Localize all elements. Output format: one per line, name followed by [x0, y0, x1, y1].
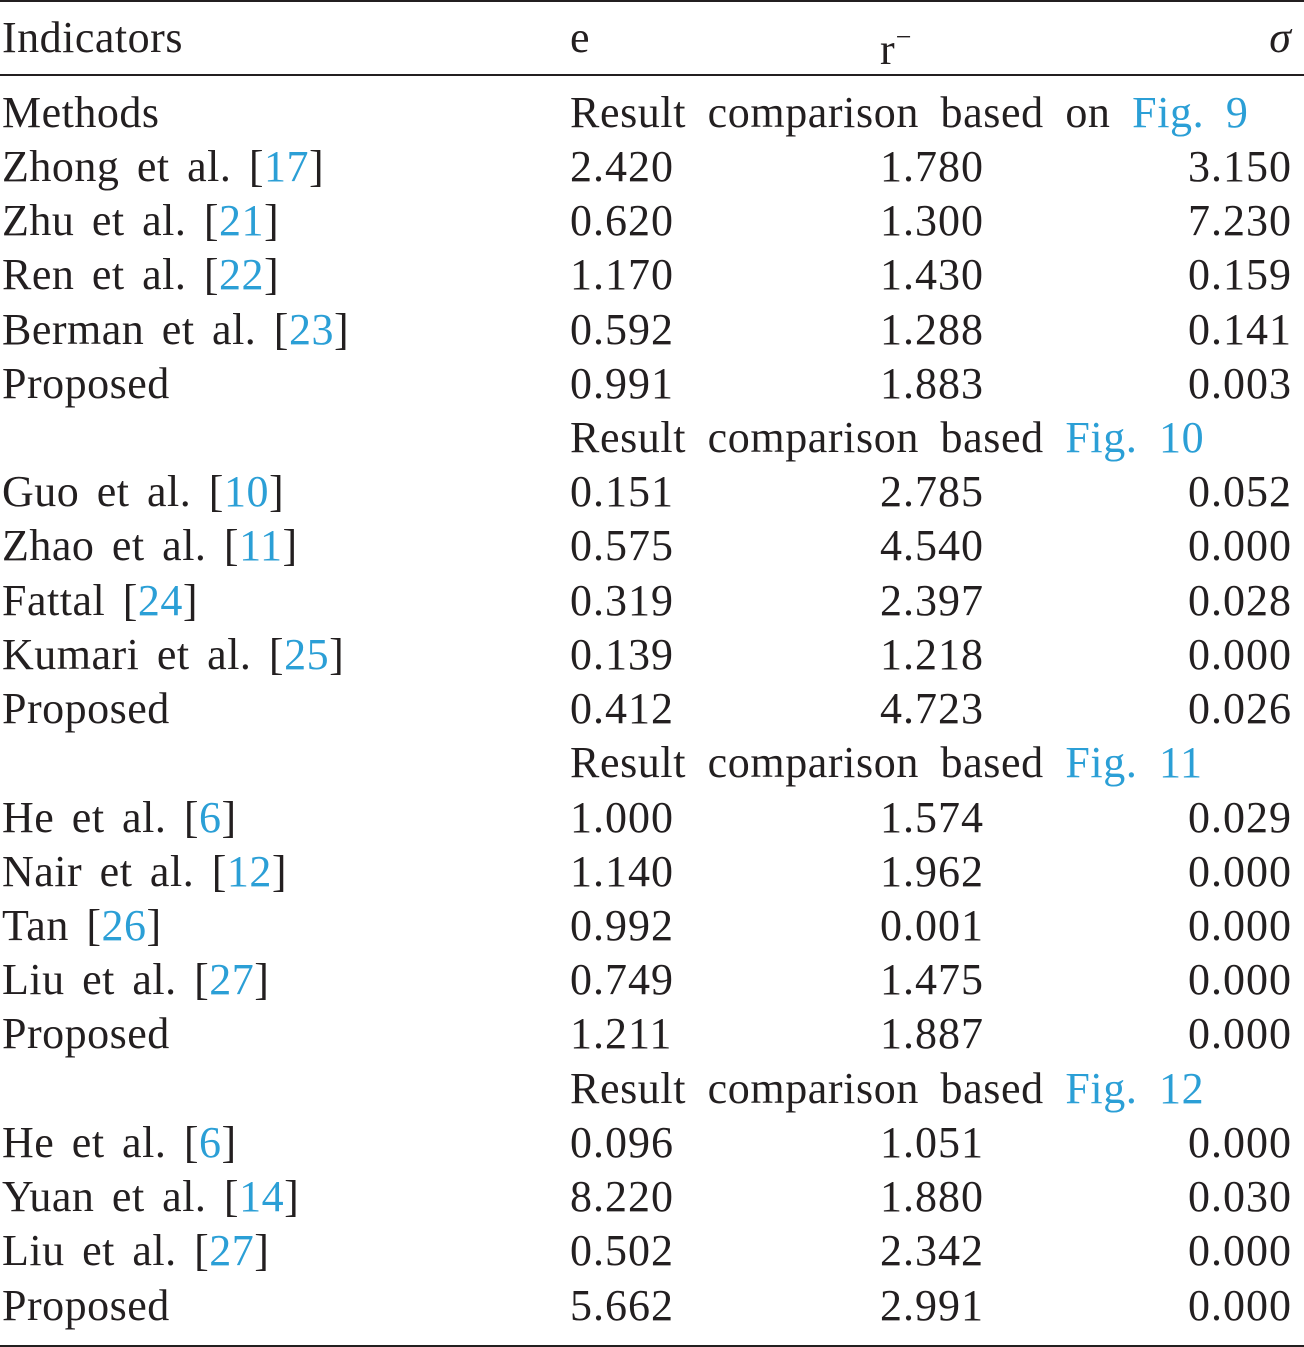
value-e: 0.412 — [570, 684, 674, 733]
method-name — [2, 465, 284, 519]
citation-close: ] — [271, 847, 287, 896]
value-r: 1.430 — [880, 250, 984, 299]
table-row — [0, 899, 1304, 953]
citation-link[interactable]: 27 — [209, 1226, 255, 1275]
value-r: 2.991 — [880, 1281, 984, 1330]
value-r: 2.342 — [880, 1226, 984, 1275]
method-name — [2, 628, 344, 682]
value-sigma: 7.230 — [1188, 196, 1292, 245]
value-r: 1.883 — [880, 359, 984, 408]
citation-close: ] — [268, 467, 285, 516]
table-row — [0, 682, 1304, 736]
value-r: 1.574 — [880, 793, 984, 842]
method-name — [2, 1170, 299, 1224]
value-r: 1.475 — [880, 955, 984, 1004]
method-name — [2, 357, 170, 411]
value-sigma: 0.000 — [1188, 630, 1292, 679]
value-e: 0.502 — [570, 1226, 674, 1275]
fig-link[interactable]: Fig. 10 — [1065, 413, 1205, 462]
method-name — [2, 1007, 170, 1061]
header-rule — [0, 74, 1304, 76]
method-name — [2, 791, 237, 845]
value-e: 0.620 — [570, 196, 674, 245]
value-sigma: 0.000 — [1188, 1281, 1292, 1330]
method-text: Yuan et al. [ — [2, 1172, 240, 1221]
value-sigma: 0.029 — [1188, 793, 1292, 842]
method-name — [2, 1224, 269, 1278]
value-sigma: 3.150 — [1188, 142, 1292, 191]
method-text: Zhu et al. [ — [2, 196, 220, 245]
top-rule — [0, 0, 1304, 2]
table-row — [0, 1224, 1304, 1278]
header-indicators: Indicators — [2, 13, 183, 62]
value-sigma: 0.000 — [1188, 847, 1292, 896]
header-r-sup: − — [895, 22, 913, 53]
group-label-row — [0, 1062, 1304, 1116]
citation-link[interactable]: 6 — [198, 1118, 222, 1167]
value-sigma: 0.000 — [1188, 901, 1292, 950]
table-row — [0, 953, 1304, 1007]
group-label — [570, 411, 1204, 465]
method-text: Proposed — [2, 1281, 170, 1330]
method-name — [2, 845, 287, 899]
method-text: Tan [ — [2, 901, 102, 950]
header-r — [880, 11, 912, 77]
table-row — [0, 140, 1304, 194]
citation-close: ] — [221, 793, 237, 842]
value-r: 1.780 — [880, 142, 984, 191]
value-e: 0.151 — [570, 467, 674, 516]
value-e: 1.000 — [570, 793, 674, 842]
value-e: 0.575 — [570, 521, 674, 570]
value-e: 0.992 — [570, 901, 674, 950]
method-text: He et al. [ — [2, 793, 199, 842]
table-row — [0, 1116, 1304, 1170]
citation-close: ] — [182, 576, 199, 625]
value-sigma: 0.000 — [1188, 1009, 1292, 1058]
citation-close: ] — [264, 250, 280, 299]
table-row — [0, 845, 1304, 899]
citation-close: ] — [264, 196, 280, 245]
value-r: 1.218 — [880, 630, 984, 679]
method-text: Kumari et al. [ — [2, 630, 285, 679]
value-sigma: 0.003 — [1188, 359, 1292, 408]
group-label-prefix: Result comparison based — [570, 1064, 1044, 1113]
value-e: 0.991 — [570, 359, 674, 408]
method-name — [2, 1279, 170, 1333]
table-row — [0, 1279, 1304, 1333]
header-r-base: r — [880, 25, 896, 74]
method-text: Zhao et al. [ — [2, 521, 240, 570]
value-r: 1.880 — [880, 1172, 984, 1221]
value-e: 0.592 — [570, 305, 674, 354]
method-text: Zhong et al. [ — [2, 142, 265, 191]
header-e: e — [570, 13, 591, 62]
method-text: Proposed — [2, 359, 170, 408]
method-text: Proposed — [2, 684, 170, 733]
table-row — [0, 303, 1304, 357]
method-text: He et al. [ — [2, 1118, 199, 1167]
table-row — [0, 194, 1304, 248]
table-row — [0, 248, 1304, 302]
value-sigma: 0.000 — [1188, 955, 1292, 1004]
table-row — [0, 574, 1304, 628]
value-r: 4.723 — [880, 684, 984, 733]
group-label-prefix: Result comparison based on — [570, 88, 1111, 137]
citation-link[interactable]: 26 — [101, 901, 147, 950]
value-r: 1.962 — [880, 847, 984, 896]
value-r: 4.540 — [880, 521, 984, 570]
citation-close: ] — [329, 630, 345, 679]
methods-label: Methods — [2, 88, 160, 137]
method-name — [2, 574, 198, 628]
header-sigma: σ — [1269, 13, 1292, 62]
value-sigma: 0.030 — [1188, 1172, 1292, 1221]
citation-close: ] — [254, 955, 270, 1004]
value-e: 1.140 — [570, 847, 674, 896]
citation-link[interactable]: 27 — [209, 955, 255, 1004]
method-name — [2, 194, 279, 248]
method-name — [2, 140, 324, 194]
value-r: 0.001 — [880, 901, 984, 950]
citation-close: ] — [221, 1118, 237, 1167]
citation-link[interactable]: 17 — [264, 142, 310, 191]
group-label — [570, 736, 1203, 790]
value-r: 2.397 — [880, 576, 984, 625]
value-e: 1.211 — [570, 1009, 673, 1058]
value-e: 0.319 — [570, 576, 674, 625]
citation-link[interactable]: 25 — [284, 630, 330, 679]
citation-close: ] — [146, 901, 162, 950]
value-sigma: 0.028 — [1188, 576, 1292, 625]
value-e: 5.662 — [570, 1281, 674, 1330]
value-sigma: 0.000 — [1188, 1118, 1292, 1167]
group-label — [570, 86, 1248, 140]
value-e: 1.170 — [570, 250, 674, 299]
value-e: 8.220 — [570, 1172, 674, 1221]
method-name — [2, 953, 269, 1007]
value-e: 2.420 — [570, 142, 674, 191]
citation-link[interactable]: 6 — [198, 793, 222, 842]
value-sigma: 0.052 — [1188, 467, 1292, 516]
value-sigma: 0.026 — [1188, 684, 1292, 733]
table-row — [0, 357, 1304, 411]
citation-close: ] — [309, 142, 325, 191]
header-row — [0, 11, 1304, 74]
citation-link[interactable]: 10 — [223, 467, 269, 516]
fig-link[interactable]: Fig. 11 — [1065, 738, 1203, 787]
table-row — [0, 1170, 1304, 1224]
table-row — [0, 465, 1304, 519]
method-text: Liu et al. [ — [2, 1226, 210, 1275]
citation-link[interactable]: 21 — [219, 196, 265, 245]
value-r: 1.887 — [880, 1009, 984, 1058]
method-name — [2, 303, 349, 357]
method-text: Berman et al. [ — [2, 305, 289, 354]
method-text: Proposed — [2, 1009, 170, 1058]
citation-close: ] — [284, 1172, 300, 1221]
value-e: 0.096 — [570, 1118, 674, 1167]
fig-link[interactable]: Fig. 9 — [1132, 88, 1249, 137]
value-r: 1.051 — [880, 1118, 984, 1167]
citation-close: ] — [333, 305, 350, 354]
value-e: 0.749 — [570, 955, 674, 1004]
citation-link[interactable]: 24 — [137, 576, 183, 625]
value-sigma: 0.159 — [1188, 250, 1292, 299]
method-name — [2, 682, 170, 736]
group-label-row — [0, 411, 1304, 465]
method-name — [2, 1116, 237, 1170]
group-label-prefix: Result comparison based — [570, 413, 1044, 462]
method-text: Liu et al. [ — [2, 955, 210, 1004]
method-name — [2, 248, 279, 302]
value-r: 1.288 — [880, 305, 984, 354]
group-label-prefix: Result comparison based — [570, 738, 1044, 787]
method-text: Ren et al. [ — [2, 250, 220, 299]
citation-link[interactable]: 23 — [288, 305, 334, 354]
table-row — [0, 519, 1304, 573]
value-sigma: 0.141 — [1188, 305, 1292, 354]
value-sigma: 0.000 — [1188, 521, 1292, 570]
value-r: 2.785 — [880, 467, 984, 516]
method-name — [2, 519, 298, 573]
group-label-row — [0, 736, 1304, 790]
table-row — [0, 1007, 1304, 1061]
citation-link[interactable]: 12 — [226, 847, 272, 896]
value-r: 1.300 — [880, 196, 984, 245]
method-text: Guo et al. [ — [2, 467, 224, 516]
citation-close: ] — [282, 521, 298, 570]
table-row — [0, 628, 1304, 682]
group-label-row — [0, 86, 1304, 140]
citation-link[interactable]: 11 — [239, 521, 283, 570]
fig-link[interactable]: Fig. 12 — [1065, 1064, 1205, 1113]
value-sigma: 0.000 — [1188, 1226, 1292, 1275]
method-text: Nair et al. [ — [2, 847, 227, 896]
method-name — [2, 899, 162, 953]
citation-close: ] — [254, 1226, 270, 1275]
method-text: Fattal [ — [2, 576, 138, 625]
citation-link[interactable]: 14 — [239, 1172, 285, 1221]
citation-link[interactable]: 22 — [219, 250, 265, 299]
table-row — [0, 791, 1304, 845]
value-e: 0.139 — [570, 630, 674, 679]
group-label — [570, 1062, 1204, 1116]
